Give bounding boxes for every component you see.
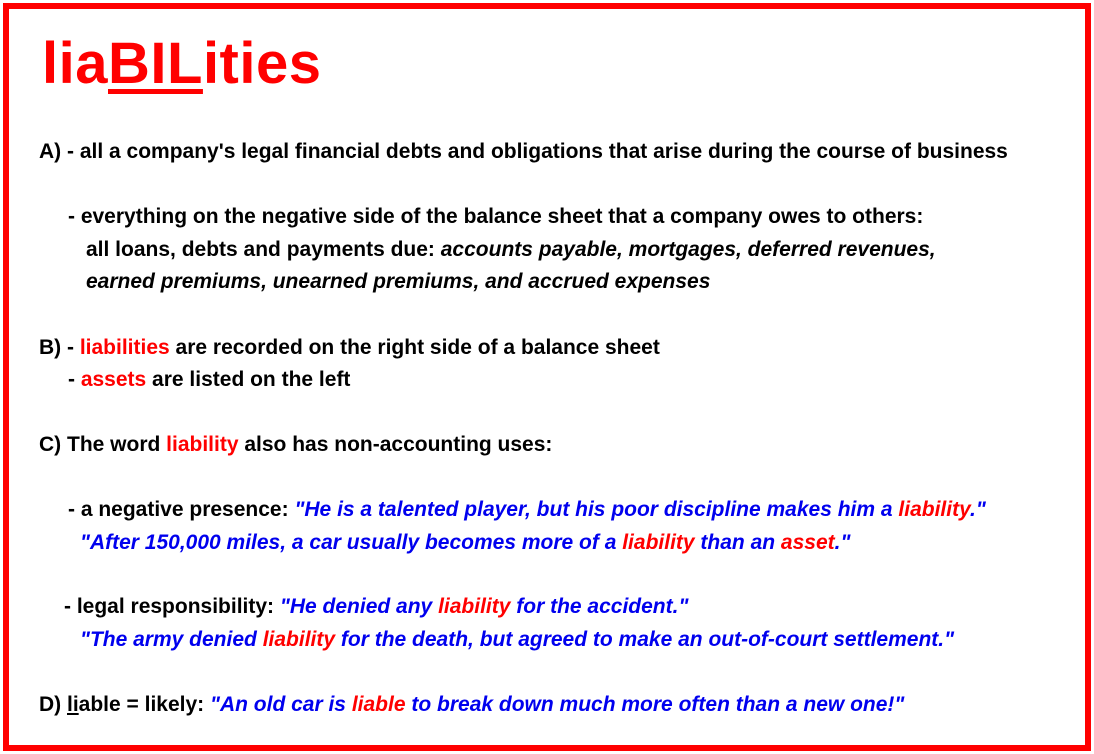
section-d-quote-a: "An old car is [210,693,352,716]
negative-quote-1-a: "He is a talented player, but his poor discipline makes him a [294,498,899,521]
negative-quote-2-term-liability: liability [622,531,695,554]
section-d-line [39,691,904,719]
title-part-3: ities [202,31,322,96]
section-b-dash: - [68,368,81,391]
negative-quote-2-b: ." [834,531,851,554]
section-d-quote-b: to break down much more often than a new one!" [405,693,905,716]
negative-quote-1-term: liability [898,498,970,521]
legal-quote-2-b: for the death, but agreed to make an out-of-court settlement." [335,628,955,651]
title-part-1: lia [42,31,108,96]
section-c-rest: also has non-accounting uses: [238,433,553,456]
section-a-definition: A) - all a company's legal financial debts and obligations that arise during the course of business [39,140,1008,163]
section-b-left-side-text: are listed on the left [146,368,351,391]
section-d-prefix: D) [39,693,67,716]
legal-quote-1-a: "He denied any [279,595,439,618]
negative-presence-label: - a negative presence: [68,498,295,521]
negative-quote-2-term-asset: asset [780,531,835,554]
term-liability: liability [166,433,239,456]
negative-presence-line [68,496,986,524]
legal-quote-2-a: "The army denied [80,628,263,651]
section-a-examples-2: earned premiums, unearned premiums, and accrued expenses [86,270,711,293]
legal-responsibility-label: - legal responsibility: [64,595,280,618]
legal-responsibility-line [64,593,688,621]
title-part-2-underlined: BIL [108,31,203,96]
section-a-line-1 [39,138,1008,166]
legal-responsibility-quote-2 [80,626,954,654]
section-a-line-2 [68,203,923,231]
section-a-line-4 [86,268,710,296]
negative-presence-quote-2 [80,529,850,557]
section-a-line-3 [86,236,936,264]
section-b-prefix: B) - [39,336,80,359]
page-title [42,28,322,100]
legal-quote-1-term: liability [438,595,511,618]
legal-quote-2-term: liability [262,628,336,651]
term-assets: assets [80,368,147,391]
section-b-line-1 [39,334,660,362]
section-a-examples-1: accounts payable, mortgages, deferred revenues, [440,238,936,261]
negative-quote-2-mid: than an [694,531,781,554]
section-a-negative-side: - everything on the negative side of the balance sheet that a company owes to others: [68,205,924,228]
section-b-right-side-text: are recorded on the right side of a balance sheet [169,336,660,359]
negative-quote-2-a: "After 150,000 miles, a car usually becomes more of a [80,531,623,554]
term-liable: liable [351,693,406,716]
negative-quote-1-b: ." [970,498,986,521]
section-c-prefix: C) The word [39,433,167,456]
section-d-underlined: li [67,693,79,716]
section-b-line-2 [68,366,350,394]
term-liabilities: liabilities [79,336,170,359]
legal-quote-1-b: for the accident." [510,595,689,618]
section-a-loans-text: all loans, debts and payments due: [86,238,441,261]
section-d-definition: able = likely: [78,693,210,716]
section-c-heading [39,431,552,459]
